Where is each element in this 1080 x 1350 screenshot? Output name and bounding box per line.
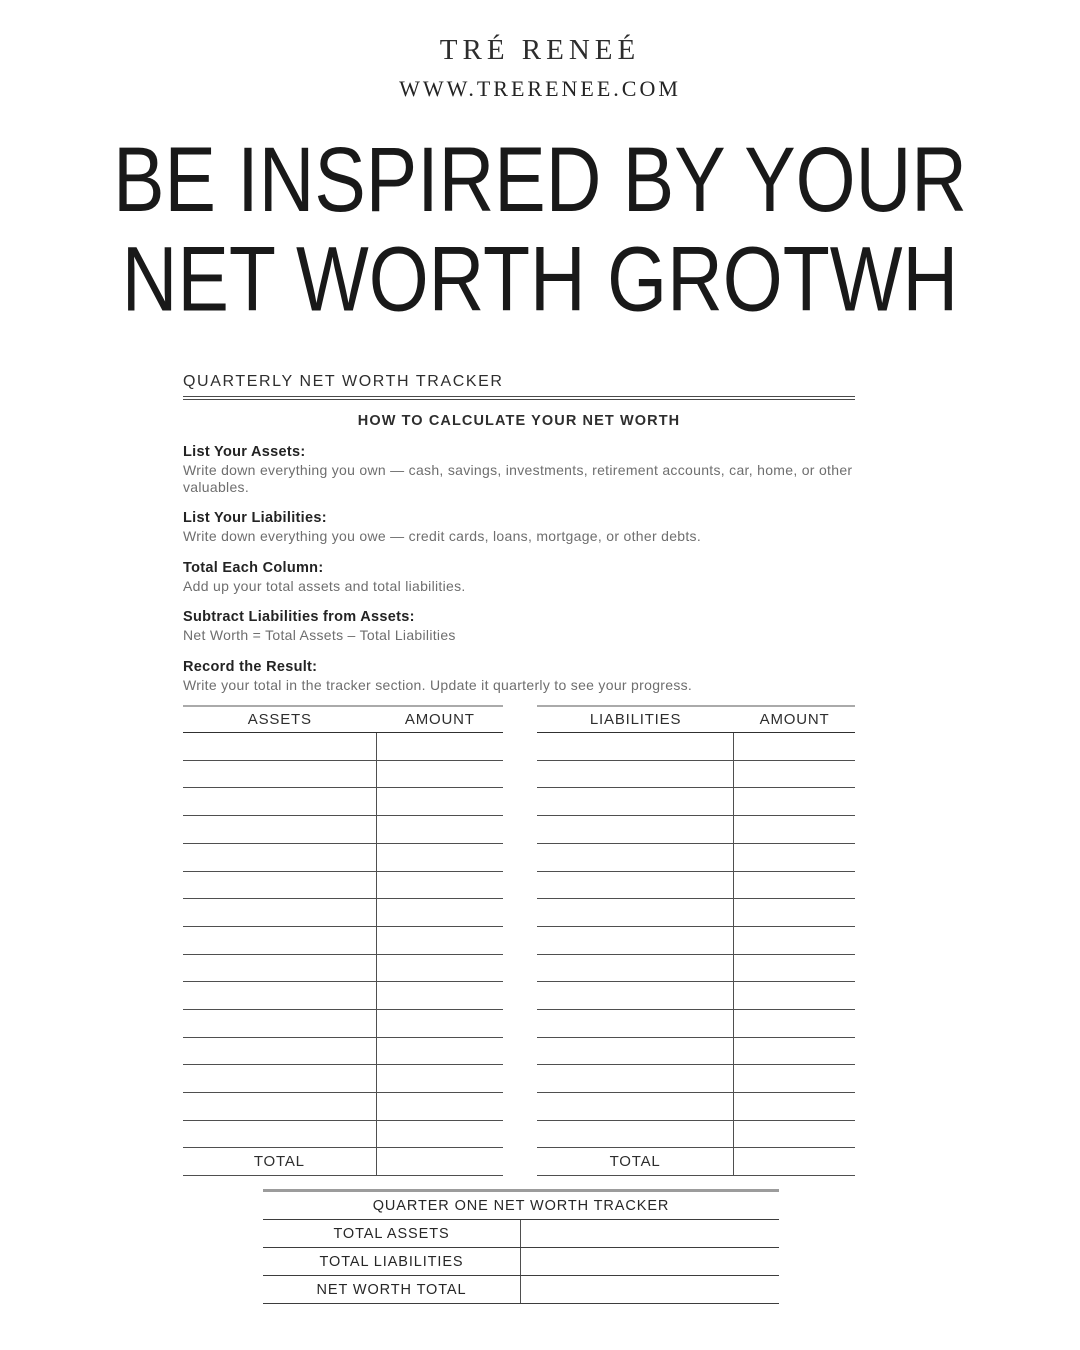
instruction-body: Net Worth = Total Assets – Total Liabilities [183,627,456,644]
brand-header [0,0,1080,102]
assets-table-header [183,705,503,733]
page-title [32,131,1047,329]
blank-table-row [537,899,855,927]
blank-table-row [537,927,855,955]
item-cell [537,761,734,788]
total-label: TOTAL [537,1148,734,1175]
blank-table-row [537,733,855,761]
summary-row-label: NET WORTH TOTAL [263,1276,521,1303]
page-title-line1: BE INSPIRED BY YOUR [113,129,967,232]
item-cell [537,816,734,843]
item-cell [183,844,377,871]
blank-table-row [537,982,855,1010]
brand-name: TRÉ RENEÉ [439,34,641,66]
item-cell [183,982,377,1009]
instruction-body: Write down everything you own — cash, savings, investments, retirement accounts, car, home, or other valuables. [183,462,853,495]
item-cell [183,733,377,760]
liabilities-table [537,705,855,1176]
instruction-block [183,444,855,495]
amount-cell [377,1065,503,1092]
blank-table-row [537,1121,855,1149]
assets-column-header: ASSETS [247,711,312,729]
total-amount-cell [734,1148,855,1175]
amount-column-header: AMOUNT [404,711,475,729]
instruction-heading: List Your Assets: [183,444,306,461]
blank-table-row [183,844,503,872]
tracker-content [183,373,855,1304]
total-label: TOTAL [183,1148,377,1175]
instruction-block [183,609,855,644]
summary-row-value [521,1220,779,1247]
item-cell [537,927,734,954]
brand-website: WWW.TRERENEE.COM [399,76,681,101]
summary-row [263,1248,779,1276]
item-cell [537,1010,734,1037]
assets-total-row [183,1148,503,1176]
amount-cell [377,844,503,871]
total-amount-cell [377,1148,503,1175]
page-title-line2: NET WORTH GROTWH [121,228,959,331]
amount-cell [377,982,503,1009]
assets-table [183,705,503,1176]
amount-cell [734,1038,855,1065]
item-cell [183,955,377,982]
instruction-heading: Subtract Liabilities from Assets: [183,609,415,626]
amount-cell [734,1121,855,1148]
blank-table-row [537,1093,855,1121]
item-cell [537,982,734,1009]
instruction-block [183,659,855,694]
amount-cell [377,733,503,760]
amount-cell [734,761,855,788]
instruction-heading: Record the Result: [183,658,318,675]
instruction-block [183,560,855,595]
blank-table-row [537,788,855,816]
blank-table-row [537,1065,855,1093]
instruction-heading: List Your Liabilities: [183,510,327,527]
amount-cell [734,816,855,843]
amount-cell [734,844,855,871]
item-cell [537,1093,734,1120]
instruction-block [183,510,855,545]
amount-cell [734,872,855,899]
amount-cell [377,899,503,926]
blank-table-row [537,1010,855,1038]
quarter-summary-table [263,1189,779,1304]
amount-cell [734,1010,855,1037]
blank-table-row [183,1038,503,1066]
fill-in-tables [183,705,855,1176]
amount-cell [734,982,855,1009]
blank-table-row [537,844,855,872]
liabilities-table-header [537,705,855,733]
blank-table-row [183,1121,503,1149]
instruction-heading: Total Each Column: [183,559,324,576]
item-cell [537,899,734,926]
liabilities-total-row [537,1148,855,1176]
liabilities-table-body [537,733,855,1148]
blank-table-row [537,955,855,983]
blank-table-row [183,788,503,816]
summary-row [263,1220,779,1248]
blank-table-row [183,927,503,955]
item-cell [183,1093,377,1120]
item-cell [183,899,377,926]
amount-cell [377,1121,503,1148]
item-cell [183,927,377,954]
item-cell [537,1038,734,1065]
blank-table-row [537,872,855,900]
amount-cell [377,1010,503,1037]
blank-table-row [183,761,503,789]
summary-heading: QUARTER ONE NET WORTH TRACKER [263,1192,779,1220]
amount-cell [377,927,503,954]
item-cell [537,844,734,871]
item-cell [183,761,377,788]
item-cell [537,1121,734,1148]
tracker-heading: QUARTERLY NET WORTH TRACKER [183,373,504,391]
amount-cell [377,955,503,982]
amount-cell [734,955,855,982]
blank-table-row [183,955,503,983]
amount-cell [734,788,855,815]
amount-cell [377,788,503,815]
blank-table-row [183,1010,503,1038]
amount-cell [377,761,503,788]
summary-row-value [521,1248,779,1275]
amount-cell [734,899,855,926]
summary-row [263,1276,779,1304]
how-to-title: HOW TO CALCULATE YOUR NET WORTH [357,413,681,430]
blank-table-row [183,982,503,1010]
amount-cell [377,1093,503,1120]
amount-cell [377,816,503,843]
blank-table-row [183,1065,503,1093]
item-cell [537,733,734,760]
blank-table-row [537,761,855,789]
blank-table-row [183,816,503,844]
amount-cell [734,927,855,954]
item-cell [183,1010,377,1037]
item-cell [183,1121,377,1148]
blank-table-row [537,1038,855,1066]
instruction-body: Write down everything you owe — credit cards, loans, mortgage, or other debts. [183,528,702,545]
amount-cell [734,733,855,760]
summary-row-label: TOTAL ASSETS [263,1220,521,1247]
item-cell [537,955,734,982]
blank-table-row [183,1093,503,1121]
item-cell [537,1065,734,1092]
assets-table-body [183,733,503,1148]
summary-row-label: TOTAL LIABILITIES [263,1248,521,1275]
amount-cell [734,1093,855,1120]
instruction-body: Write your total in the tracker section. Update it quarterly to see your progress. [183,676,693,693]
liabilities-column-header: LIABILITIES [589,711,682,729]
item-cell [183,872,377,899]
item-cell [537,872,734,899]
double-rule [183,396,855,400]
blank-table-row [537,816,855,844]
blank-table-row [183,733,503,761]
item-cell [183,1065,377,1092]
summary-row-value [521,1276,779,1303]
item-cell [183,788,377,815]
item-cell [183,816,377,843]
amount-cell [377,1038,503,1065]
instruction-body: Add up your total assets and total liabilities. [183,577,466,594]
amount-cell [377,872,503,899]
amount-column-header: AMOUNT [759,711,830,729]
blank-table-row [183,899,503,927]
item-cell [183,1038,377,1065]
blank-table-row [183,872,503,900]
amount-cell [734,1065,855,1092]
item-cell [537,788,734,815]
